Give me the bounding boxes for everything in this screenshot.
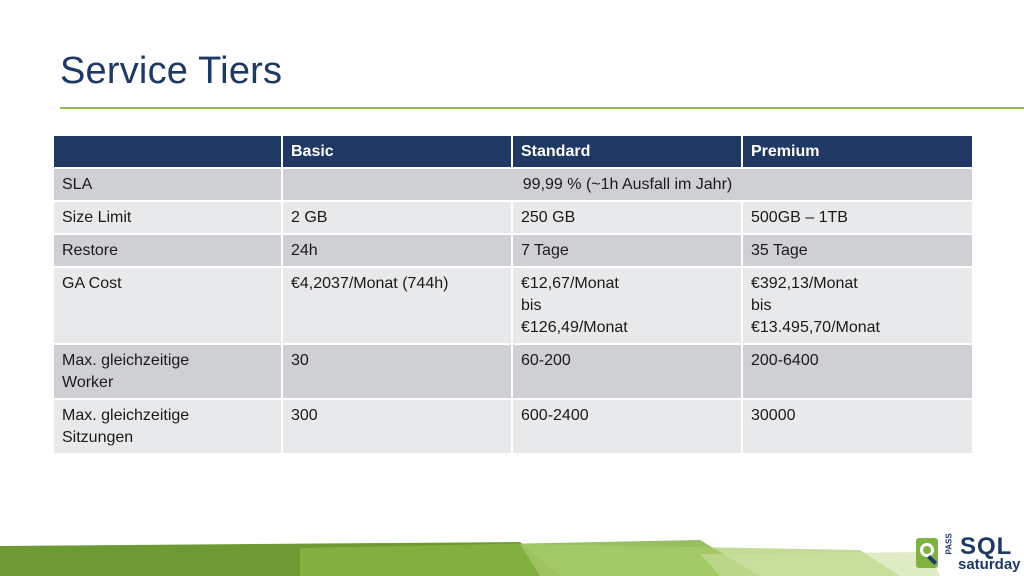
table-row — [54, 235, 972, 266]
bottom-decorative-band — [0, 533, 1024, 576]
header-cell-standard: Standard — [513, 136, 741, 167]
cell-premium — [743, 400, 972, 453]
cell-basic — [283, 268, 511, 343]
logo-saturday-text: saturday — [958, 556, 1021, 573]
cell-standard — [513, 345, 741, 398]
cell-line: 24h — [291, 242, 318, 259]
row-label-cell — [54, 345, 281, 398]
cell-line: Restore — [62, 242, 119, 259]
cell-line: Max. gleichzeitige — [62, 352, 190, 369]
table-row-sla — [54, 169, 972, 200]
slide-title: Service Tiers — [60, 50, 283, 92]
cell-line: 35 Tage — [751, 242, 808, 259]
cell-line: €126,49/Monat — [521, 319, 628, 336]
cell-line: 600-2400 — [521, 407, 589, 424]
table-row — [54, 202, 972, 233]
cell-standard — [513, 202, 741, 233]
cell-basic — [283, 235, 511, 266]
cell-line: 30000 — [751, 407, 796, 424]
cell-basic — [283, 202, 511, 233]
cell-line: 500GB – 1TB — [751, 209, 848, 226]
cell-line: bis — [521, 297, 542, 314]
cell-standard — [513, 235, 741, 266]
cell-line: Worker — [62, 374, 114, 391]
table-header-row — [54, 136, 972, 167]
cell-basic — [283, 345, 511, 398]
cell-premium — [743, 345, 972, 398]
table-row — [54, 345, 972, 398]
cell-standard — [513, 268, 741, 343]
row-label-cell — [54, 268, 281, 343]
table-row — [54, 268, 972, 343]
cell-line: 250 GB — [521, 209, 576, 226]
cell-line: €13.495,70/Monat — [751, 319, 880, 336]
row-label-cell — [54, 202, 281, 233]
row-label-cell — [54, 400, 281, 453]
table-row — [54, 400, 972, 453]
cell-line: 30 — [291, 352, 309, 369]
cell-line: €12,67/Monat — [521, 275, 619, 292]
logo-sql-text: SQL — [960, 533, 1013, 560]
cell-line: 2 GB — [291, 209, 328, 226]
title-divider — [60, 107, 1024, 109]
header-cell-premium: Premium — [743, 136, 972, 167]
cell-line: Max. gleichzeitige — [62, 407, 190, 424]
cell-premium — [743, 268, 972, 343]
row-label-cell — [54, 235, 281, 266]
header-cell-empty — [54, 136, 281, 167]
cell-line: 7 Tage — [521, 242, 569, 259]
cell-basic — [283, 400, 511, 453]
cell-line: 300 — [291, 407, 318, 424]
header-cell-basic: Basic — [283, 136, 511, 167]
cell-premium — [743, 235, 972, 266]
cell-line: €4,2037/Monat (744h) — [291, 275, 449, 292]
cell-standard — [513, 400, 741, 453]
cell-line: GA Cost — [62, 275, 122, 292]
cell-line: 200-6400 — [751, 352, 819, 369]
sla-value-cell: 99,99 % (~1h Ausfall im Jahr) — [283, 169, 972, 200]
cell-line: €392,13/Monat — [751, 275, 858, 292]
logo-pass-text: PASS — [944, 533, 954, 555]
row-label-sla: SLA — [54, 169, 281, 200]
cell-line: bis — [751, 297, 772, 314]
cell-line: Sitzungen — [62, 429, 134, 446]
cell-line: 60-200 — [521, 352, 571, 369]
cell-premium — [743, 202, 972, 233]
service-tiers-table — [52, 134, 974, 455]
cell-line: Size Limit — [62, 209, 132, 226]
